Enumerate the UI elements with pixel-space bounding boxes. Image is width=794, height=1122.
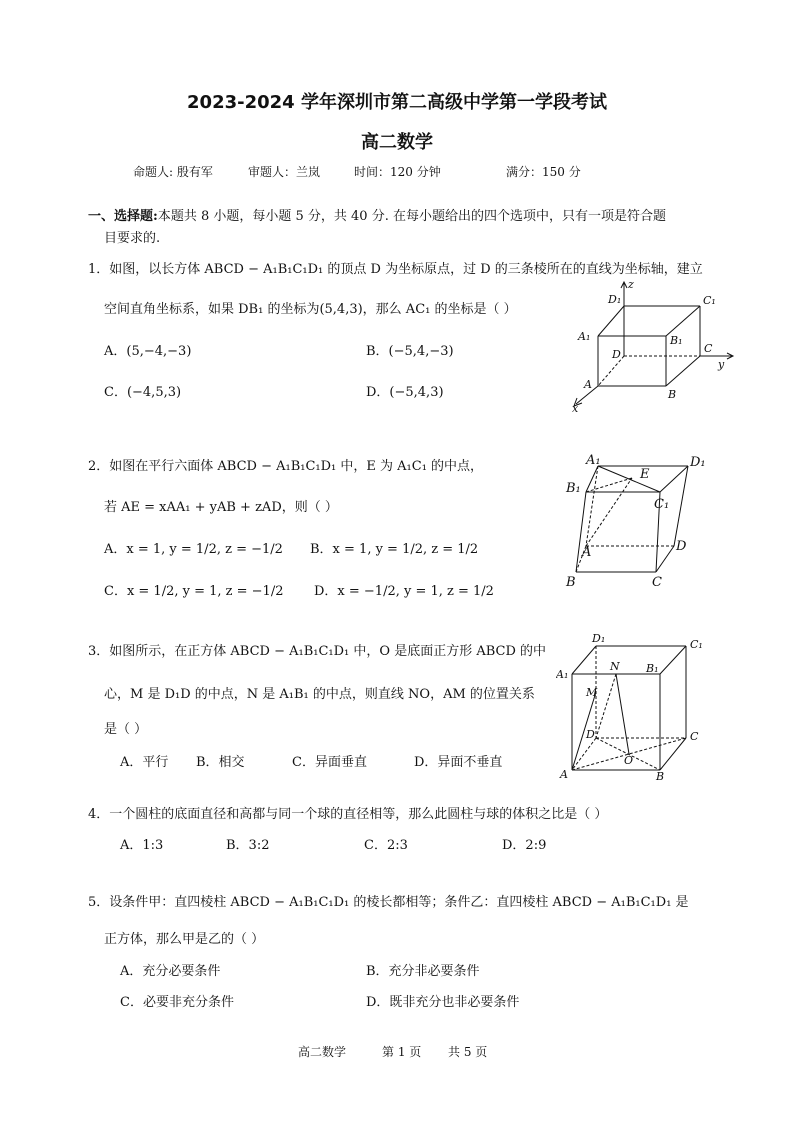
- q3-line2: 心，M 是 D₁D 的中点，N 是 A₁B₁ 的中点，则直线 NO，AM 的位置关系: [104, 687, 535, 702]
- fig1-label-a1: A₁: [578, 330, 591, 343]
- fig2-label-c: C: [652, 575, 662, 590]
- time-info: 时间：120 分钟: [354, 165, 441, 179]
- fig3-label-o: O: [624, 754, 634, 767]
- score-info: 满分：150 分: [506, 165, 581, 179]
- section-heading: 一、选择题:: [88, 209, 158, 224]
- section-desc: [88, 205, 666, 224]
- fig3-label-b: B: [656, 770, 665, 780]
- reviewer-info: 审题人：兰岚: [248, 165, 321, 179]
- q1-line1: 1．如图，以长方体 ABCD − A₁B₁C₁D₁ 的顶点 D 为坐标原点，过 D 的三条棱所在的直线为坐标轴，建立: [88, 262, 703, 277]
- q5-option-c: C．必要非充分条件: [120, 995, 234, 1010]
- q1-option-a: A．(5,−4,−3): [104, 344, 192, 359]
- fig2-label-c1: C₁: [654, 497, 670, 512]
- q4-option-a: A．1:3: [120, 838, 164, 853]
- q3-line1: 3．如图所示，在正方体 ABCD − A₁B₁C₁D₁ 中，O 是底面正方形 ABCD 的中: [88, 644, 547, 659]
- q4-option-d: D．2:9: [502, 838, 547, 853]
- q1-option-c: C．(−4,5,3): [104, 385, 182, 400]
- q3-option-a: A．平行: [120, 755, 169, 770]
- fig1-label-c: C: [704, 342, 713, 355]
- footer-page: 第 1 页: [382, 1045, 422, 1059]
- fig3-label-m: M: [586, 686, 598, 699]
- fig1-label-d: D: [612, 348, 621, 361]
- q5-option-d: D．既非充分也非必要条件: [366, 995, 520, 1010]
- page-title: 2023-2024 学年深圳市第二高级中学第一学段考试: [187, 92, 607, 113]
- fig3-label-n: N: [610, 660, 620, 673]
- q2-option-d: D．x = −1/2, y = 1, z = 1/2: [314, 584, 494, 599]
- q4-option-b: B．3:2: [226, 838, 270, 853]
- fig2-label-d: D: [676, 539, 687, 554]
- q2-option-a: A．x = 1, y = 1/2, z = −1/2: [104, 542, 283, 557]
- q3-line3: 是（ ）: [104, 722, 148, 737]
- footer-total: 共 5 页: [448, 1045, 488, 1059]
- fig3-label-d: D: [586, 728, 595, 741]
- q1-option-b: B．(−5,4,−3): [366, 344, 454, 359]
- q2-line2: 若 AE = xAA₁ + yAB + zAD，则（ ）: [104, 500, 338, 515]
- fig1-label-z: z: [628, 278, 634, 291]
- fig1-label-b1: B₁: [670, 334, 683, 347]
- fig3-label-a1: A₁: [556, 668, 569, 681]
- fig1-label-a: A: [584, 378, 592, 391]
- setter-info: 命题人: 殷有军: [133, 165, 213, 179]
- fig2-label-a: A: [582, 545, 592, 560]
- footer-subject: 高二数学: [298, 1045, 347, 1059]
- q3-option-b: B．相交: [196, 755, 245, 770]
- fig2-label-b: B: [566, 575, 576, 590]
- q2-figure: [562, 450, 722, 590]
- q2-line1: 2．如图在平行六面体 ABCD − A₁B₁C₁D₁ 中，E 为 A₁C₁ 的中点，: [88, 459, 484, 474]
- q5-option-a: A．充分必要条件: [120, 964, 221, 979]
- fig1-label-x: x: [572, 402, 579, 413]
- q3-figure: [556, 630, 716, 780]
- fig2-label-e: E: [640, 467, 650, 482]
- q5-line2: 正方体，那么甲是乙的（ ）: [104, 932, 265, 947]
- fig1-label-y: y: [718, 358, 725, 371]
- q5-line1: 5．设条件甲：直四棱柱 ABCD − A₁B₁C₁D₁ 的棱长都相等；条件乙：直四棱柱 ABCD − A₁B₁C₁D₁ 是: [88, 895, 689, 910]
- fig3-label-d1: D₁: [592, 632, 606, 645]
- fig3-label-c: C: [690, 730, 699, 743]
- fig3-label-b1: B₁: [646, 662, 659, 675]
- fig1-label-b: B: [668, 388, 677, 401]
- q3-option-c: C．异面垂直: [292, 755, 367, 770]
- q2-option-b: B．x = 1, y = 1/2, z = 1/2: [310, 542, 479, 557]
- fig3-label-c1: C₁: [690, 638, 703, 651]
- q4-line1: 4．一个圆柱的底面直径和高都与同一个球的直径相等，那么此圆柱与球的体积之比是（ ）: [88, 807, 608, 822]
- page-subtitle: 高二数学: [361, 132, 433, 153]
- q1-figure: [560, 278, 740, 413]
- section-desc-line1: 本题共 8 小题，每小题 5 分，共 40 分. 在每小题给出的四个选项中，只有一项是符合题: [157, 209, 666, 224]
- fig1-label-c1: C₁: [703, 294, 716, 307]
- q1-option-d: D．(−5,4,3): [366, 385, 444, 400]
- q1-line2: 空间直角坐标系，如果 DB₁ 的坐标为(5,4,3)，那么 AC₁ 的坐标是（ ）: [104, 302, 517, 317]
- fig2-label-a1: A₁: [586, 453, 601, 468]
- q2-option-c: C．x = 1/2, y = 1, z = −1/2: [104, 584, 284, 599]
- q5-option-b: B．充分非必要条件: [366, 964, 480, 979]
- fig2-label-d1: D₁: [690, 455, 706, 470]
- q3-option-d: D．异面不垂直: [414, 755, 503, 770]
- fig2-label-b1: B₁: [566, 481, 581, 496]
- q4-option-c: C．2:3: [364, 838, 408, 853]
- section-desc-line2: 目要求的.: [104, 231, 161, 246]
- fig3-label-a: A: [560, 768, 568, 780]
- fig1-label-d1: D₁: [608, 293, 622, 306]
